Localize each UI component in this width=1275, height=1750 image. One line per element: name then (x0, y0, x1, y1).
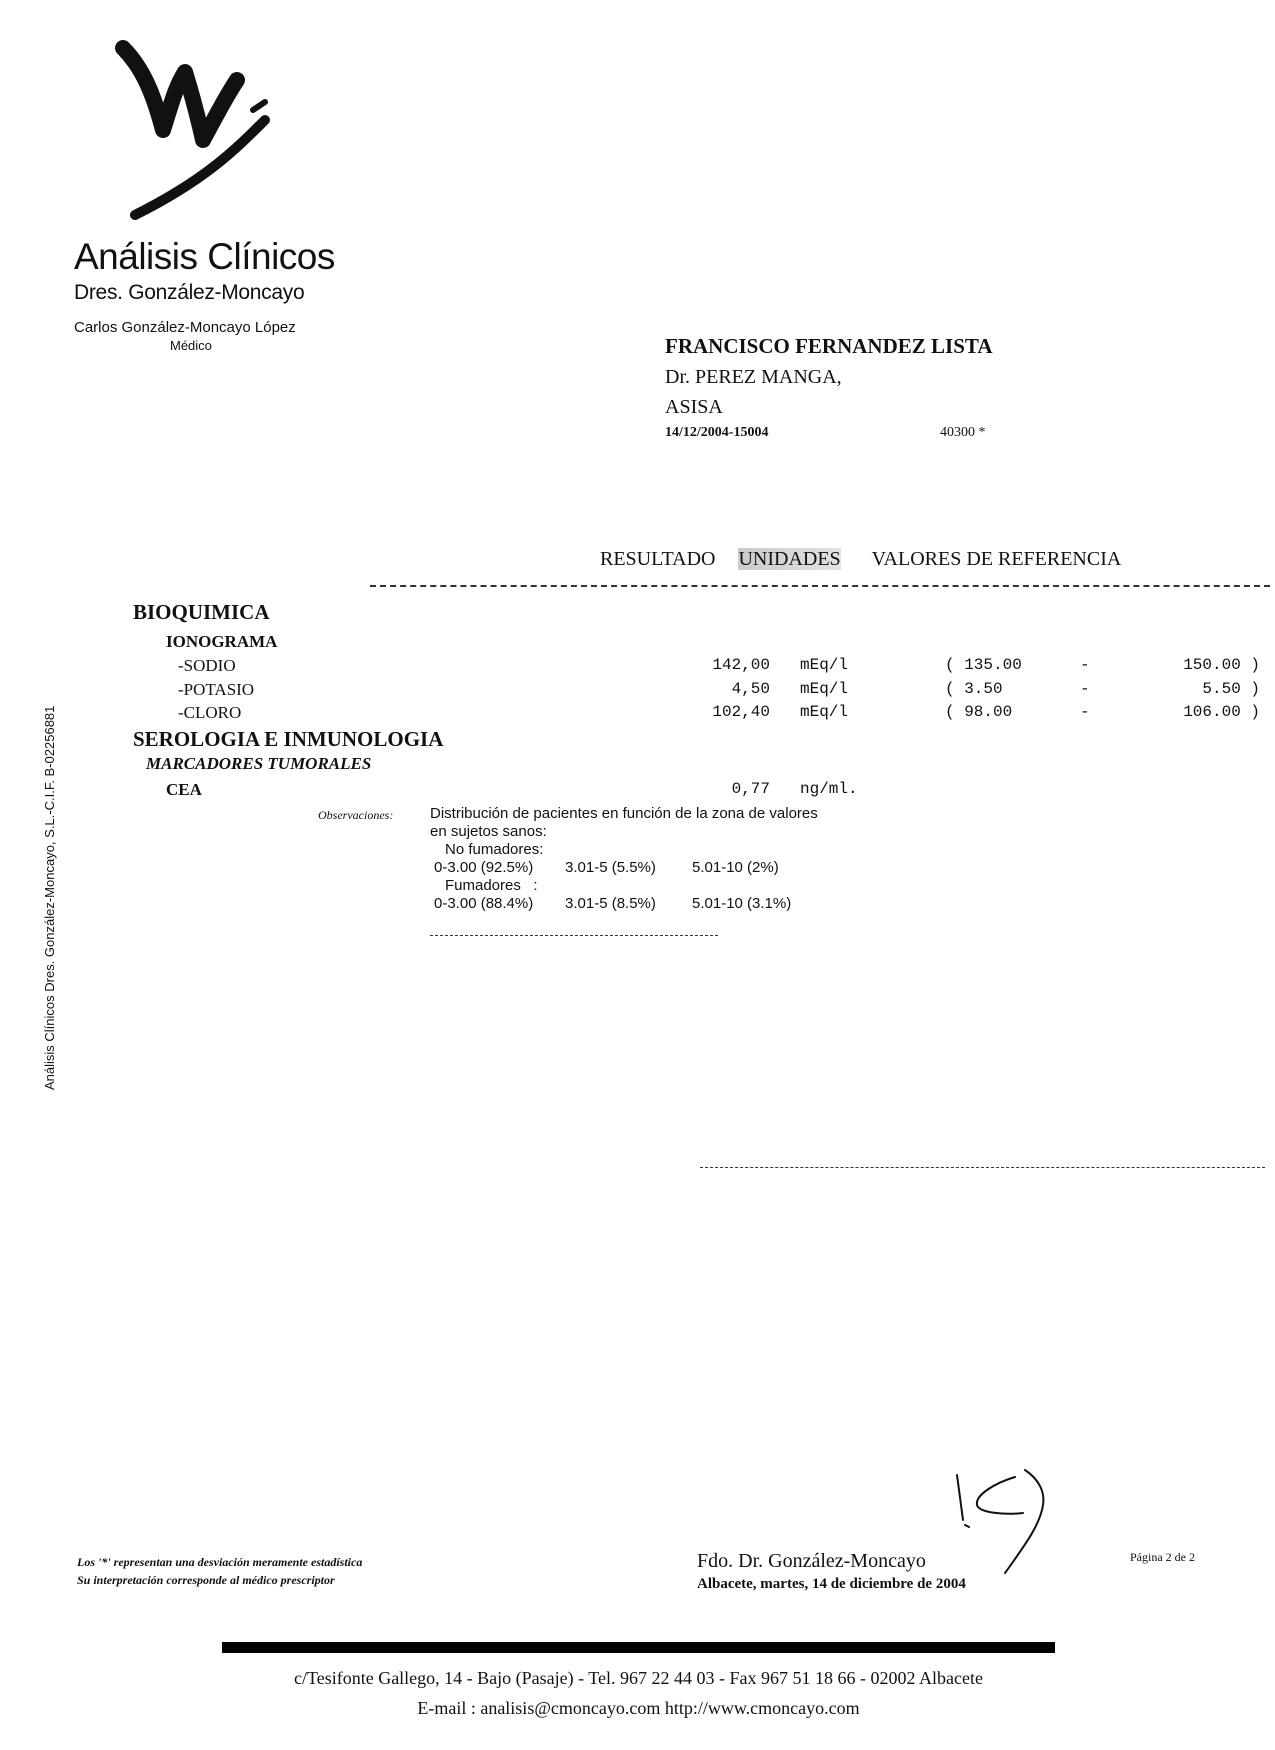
clinic-role: Médico (170, 338, 212, 353)
column-result: RESULTADO (600, 548, 716, 570)
signature-date: Albacete, martes, 14 de diciembre de 2004 (697, 1576, 966, 1592)
non-smokers-range-3: 5.01-10 (2%) (692, 859, 779, 876)
sidebar-company-id: Análisis Clínicos Dres. González-Moncayo, S.L.-C.I.F. B-02256881 (42, 705, 57, 1090)
smokers-range-3: 5.01-10 (3.1%) (692, 895, 792, 912)
smokers-range-2: 3.01-5 (8.5%) (565, 895, 656, 912)
footer-contact: E-mail : analisis@cmoncayo.com http://www.cmoncayo.com (417, 1698, 860, 1718)
column-headers (600, 548, 1121, 571)
test-value-chloride: 102,40 (712, 703, 770, 721)
observations-line-2: en sujetos sanos: (430, 823, 547, 840)
patient-name: FRANCISCO FERNANDEZ LISTA (665, 334, 993, 358)
test-name-chloride: -CLORO (178, 703, 242, 722)
test-ref-dash-sodium: - (1080, 656, 1090, 674)
test-unit-chloride: mEq/l (800, 703, 849, 721)
signed-by: Fdo. Dr. González-Moncayo (697, 1550, 926, 1572)
patient-reference: 14/12/2004-15004 (665, 425, 769, 440)
test-ref-dash-potassium: - (1080, 680, 1090, 698)
patient-insurer: ASISA (665, 396, 723, 418)
test-value-potassium: 4,50 (731, 680, 770, 698)
test-ref-low-potassium: ( 3.50 (945, 680, 1003, 698)
column-reference: VALORES DE REFERENCIA (871, 548, 1122, 570)
footer-address: c/Tesifonte Gallego, 14 - Bajo (Pasaje) - Tel. 967 22 44 03 - Fax 967 51 18 66 - 02002 Albacete (293, 1668, 983, 1688)
test-name-potassium: -POTASIO (178, 680, 255, 699)
patient-doctor: Dr. PEREZ MANGA, (665, 366, 842, 388)
test-ref-high-chloride: 106.00 ) (1183, 703, 1260, 721)
section-title-serology: SEROLOGIA E INMUNOLOGIA (133, 727, 444, 751)
test-ref-high-sodium: 150.00 ) (1183, 656, 1260, 674)
observations-line-1: Distribución de pacientes en función de la zona de valores (430, 805, 818, 822)
patient-code: 40300 * (940, 425, 986, 440)
test-name-sodium: -SODIO (178, 656, 236, 675)
group-title-ionogram: IONOGRAMA (166, 632, 278, 651)
page-number: Página 2 de 2 (1130, 1550, 1195, 1564)
non-smokers-label: No fumadores: (445, 841, 544, 858)
non-smokers-range-1: 0-3.00 (92.5%) (434, 859, 534, 876)
observations-label: Observaciones: (318, 808, 394, 822)
clinic-logo (115, 40, 295, 220)
test-value-sodium: 142,00 (712, 656, 770, 674)
test-ref-high-potassium: 5.50 ) (1202, 680, 1260, 698)
test-name-cea: CEA (166, 780, 202, 799)
smokers-range-1: 0-3.00 (88.4%) (434, 895, 534, 912)
clinic-name: Análisis Clínicos (74, 236, 335, 277)
smokers-label: Fumadores : (445, 877, 538, 894)
clinic-doctors: Dres. González-Moncayo (74, 281, 305, 304)
test-value-cea: 0,77 (731, 780, 770, 798)
test-ref-low-sodium: ( 135.00 (945, 656, 1022, 674)
test-unit-sodium: mEq/l (800, 656, 849, 674)
group-title-tumor-markers: MARCADORES TUMORALES (146, 754, 372, 773)
header-divider (370, 585, 1270, 587)
test-unit-potassium: mEq/l (800, 680, 849, 698)
observations-text (430, 805, 890, 955)
signature (945, 1465, 1085, 1580)
column-units: UNIDADES (738, 548, 841, 570)
page-divider (700, 1167, 1265, 1168)
observations-divider (430, 935, 718, 936)
footnote-line-2: Su interpretación corresponde al médico prescriptor (77, 1573, 335, 1587)
clinic-person: Carlos González-Moncayo López (74, 319, 296, 336)
test-ref-low-chloride: ( 98.00 (945, 703, 1013, 721)
footer-bar (222, 1642, 1055, 1653)
test-ref-dash-chloride: - (1080, 703, 1090, 721)
non-smokers-range-2: 3.01-5 (5.5%) (565, 859, 656, 876)
section-title-biochemistry: BIOQUIMICA (133, 600, 270, 624)
footnote-line-1: Los '*' representan una desviación meramente estadística (77, 1555, 363, 1569)
test-unit-cea: ng/ml. (800, 780, 858, 798)
